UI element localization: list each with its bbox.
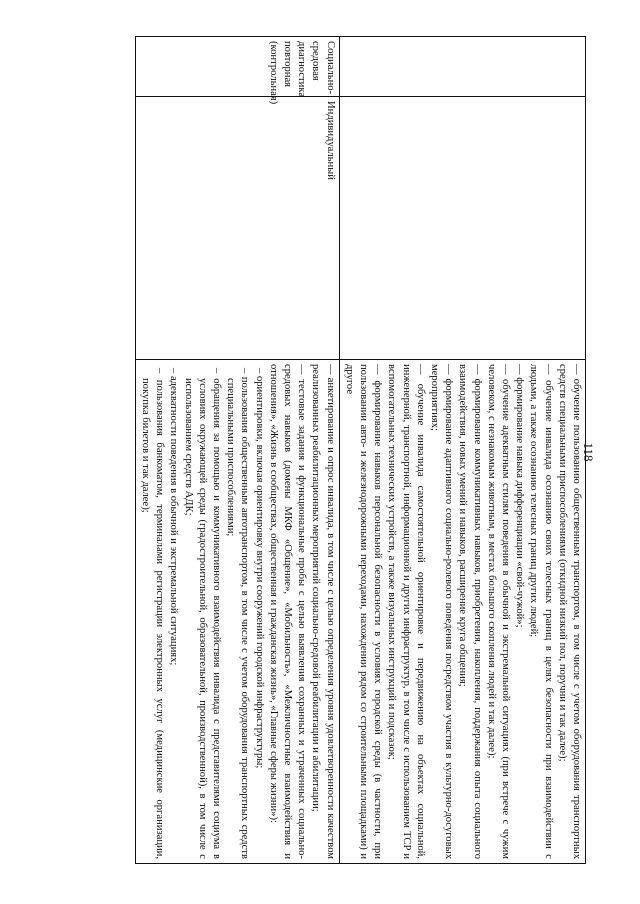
list-item: — формирование навыков персональной безопасности в условиях городской среды (в частности, при пользовании авто- и железнодорожными переходами, нахождении рядом со строительными площадками) и другое: [343, 364, 384, 859]
list-item: — формирование навыка дифференциации «свой-чужой»;: [514, 364, 526, 628]
row1-stage-cell: [339, 37, 585, 97]
list-item: — обучение инвалида осознанию своих телесных границ в целях безопасности при взаимодействии с людьми, а также осознанию телесных границ других людей;: [528, 364, 554, 859]
sub-list-item: – обращения за помощью и коммуникативного взаимодействия инвалида с представителями социума в условиях окружающей среды (градостроительной, образовательной, производственной), в том числе с использованием средств АДК;: [182, 368, 222, 859]
list-item: — обучение инвалида самостоятельной ориентировке и передвижению на объектах социальной, инженерной, транспортной, информационной и других инфраструктур, в том числе с использованием ТСР и вспомогательных технических устройств, а также визуальных инструкций и подсказок;: [386, 364, 426, 859]
list-item: — анкетирование и опрос инвалида, в том числе с целью определения уровня удовлетворенности качеством реализованных реабилитационных мероприятий социально-средовой реабилитации и абилитации;: [310, 364, 336, 859]
row1-content-cell: [339, 360, 585, 864]
row2-form-cell: Индивидуальный: [135, 97, 339, 360]
row1-form-cell: [339, 97, 585, 360]
list-item: — обучение адекватным стилям поведения в обычной и экстремальной ситуациях (при встрече с чужим человеком, с незнакомым животным, в местах большого скопления людей и так далее);: [485, 364, 511, 859]
list-item: — формирование коммуникативных навыков, приобретения, накопления, поддержания опыта социального взаимодействия, новых умений и навыков, расширение круга общения;: [457, 364, 483, 859]
row2-stage-cell: Социально-средовая диагностика повторная (контрольная): [135, 37, 339, 97]
table-row: [339, 37, 585, 864]
row2-content-cell: [135, 360, 339, 864]
sub-list-item: – пользования общественным автотранспортом, в том числе с учетом оборудования транспортных средств специальными приспособлениями;: [225, 368, 251, 859]
table-row: [135, 37, 339, 864]
page-number: 118: [581, 442, 596, 462]
rotated-table-wrapper: [4, 36, 586, 863]
sub-list-item: – ориентировки, включая ориентировку внутри сооружений городской инфраструктуры;: [253, 368, 265, 769]
list-item: — формирование адаптивного социально-ролевого поведения посредством участия в культурно-досуговых мероприятиях;: [428, 364, 455, 859]
procedures-table: [135, 36, 586, 864]
sub-list-item: – адекватности поведения в обычной и экстремальной ситуациях;: [168, 368, 180, 666]
list-item: — тестовые задания и функциональные пробы с целью выявления сохранных и утраченных социально-средовых навыков (домены МКФ «Общение», «Мобильность», «Межличностные взаимодействия и отношения», «Жизнь в сообществах, общественная и гражданская жизнь», «Главные сферы жизни»):: [267, 364, 308, 859]
sub-list-item: – пользования банкоматом, терминалами регистрации электронных услуг (медицинские организации, покупка билетов и так далее);: [139, 368, 166, 859]
list-item: — обучение пользованию общественным транспортом, в том числе с учетом оборудования транспортных средств специальными приспособлениями (откидной низкий пол, поручни и так далее);: [556, 364, 582, 859]
